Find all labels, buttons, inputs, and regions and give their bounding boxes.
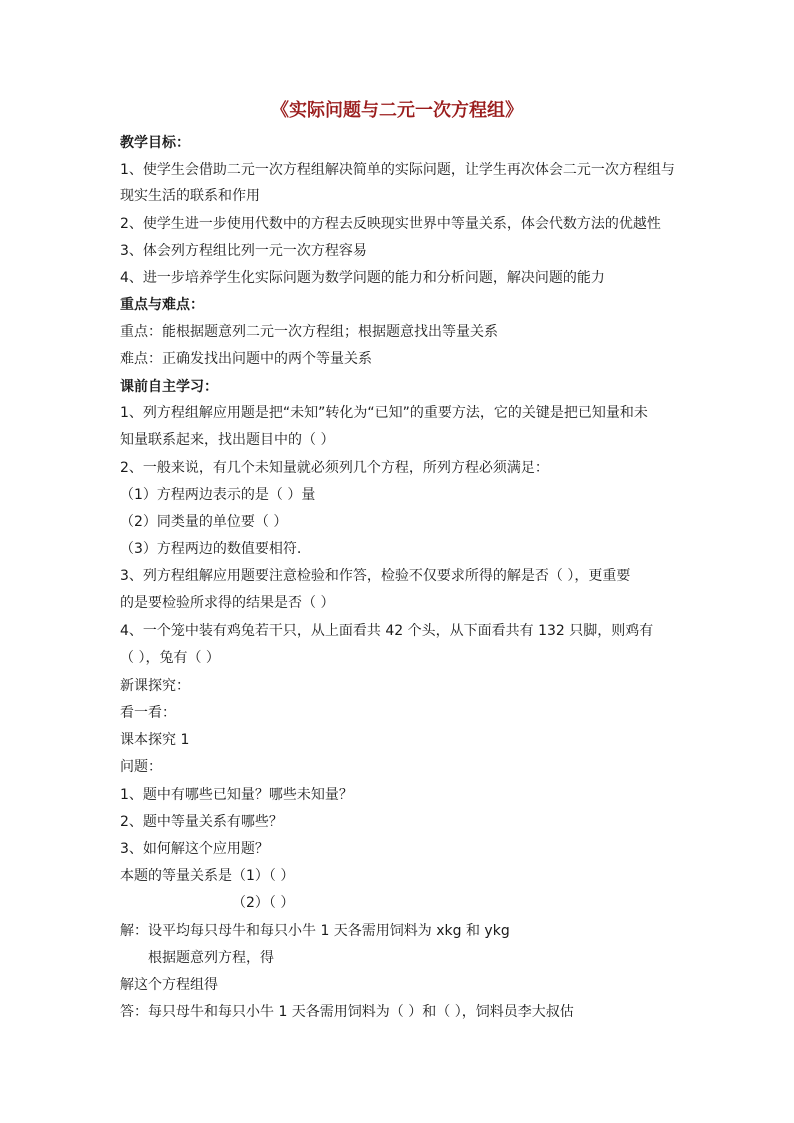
- objective-line-1-cont: 现实生活的联系和作用: [120, 188, 260, 204]
- answer-line: 答：每只母牛和每只小牛 1 天各需用饲料为（ ）和（ ），饲料员李大叔估: [120, 1004, 574, 1020]
- equal-relation-2: （2）（ ）: [232, 895, 295, 911]
- prestudy-line-1-cont: 知量联系起来，找出题目中的（ ）: [120, 432, 335, 448]
- prestudy-heading: 课前自主学习：: [120, 379, 218, 395]
- keypoint-difficulty: 难点：正确发找出问题中的两个等量关系: [120, 351, 372, 367]
- keypoint-focus: 重点：能根据题意列二元一次方程组；根据题意找出等量关系: [120, 324, 498, 340]
- objectives-heading: 教学目标：: [120, 135, 190, 151]
- question-1: 1、题中有哪些已知量？哪些未知量？: [120, 787, 353, 803]
- textbook-explore-label: 课本探究 1: [120, 732, 190, 748]
- questions-heading: 问题：: [120, 759, 162, 775]
- prestudy-line-4-cont: （ ），兔有（ ）: [120, 650, 220, 666]
- question-3: 3、如何解这个应用题？: [120, 841, 269, 857]
- equal-relation-1: 本题的等量关系是（1）（ ）: [120, 868, 295, 884]
- prestudy-line-2-3: （3）方程两边的数值要相符.: [120, 541, 302, 557]
- explore-heading: 新课探究：: [120, 678, 190, 694]
- prestudy-line-2: 2、一般来说，有几个未知量就必须列几个方程，所列方程必须满足：: [120, 460, 549, 476]
- question-2: 2、题中等量关系有哪些？: [120, 814, 283, 830]
- solution-solve-label: 解这个方程组得: [120, 977, 218, 993]
- look-heading: 看一看：: [120, 705, 176, 721]
- prestudy-line-2-1: （1）方程两边表示的是（ ）量: [120, 487, 316, 503]
- prestudy-line-4: 4、一个笼中装有鸡兔若干只，从上面看共 42 个头，从下面看共有 132 只脚，则鸡有: [120, 623, 654, 639]
- prestudy-line-3: 3、列方程组解应用题要注意检验和作答，检验不仅要求所得的解是否（ ），更重要: [120, 568, 631, 584]
- solution-equation-label: 根据题意列方程，得: [148, 950, 274, 966]
- prestudy-line-2-2: （2）同类量的单位要（ ）: [120, 514, 288, 530]
- objective-line-2: 2、使学生进一步使用代数中的方程去反映现实世界中等量关系，体会代数方法的优越性: [120, 216, 661, 232]
- keypoints-heading: 重点与难点：: [120, 297, 204, 313]
- document-title: 《实际问题与二元一次方程组》: [271, 100, 523, 121]
- objective-line-3: 3、体会列方程组比列一元一次方程容易: [120, 243, 367, 259]
- objective-line-4: 4、进一步培养学生化实际问题为数学问题的能力和分析问题，解决问题的能力: [120, 270, 605, 286]
- prestudy-line-1: 1、列方程组解应用题是把“未知”转化为“已知”的重要方法，它的关键是把已知量和未: [120, 405, 648, 421]
- prestudy-line-3-cont: 的是要检验所求得的结果是否（ ）: [120, 595, 335, 611]
- solution-setup: 解：设平均每只母牛和每只小牛 1 天各需用饲料为 xkg 和 ykg: [120, 923, 510, 939]
- objective-line-1: 1、使学生会借助二元一次方程组解决简单的实际问题，让学生再次体会二元一次方程组与: [120, 162, 675, 178]
